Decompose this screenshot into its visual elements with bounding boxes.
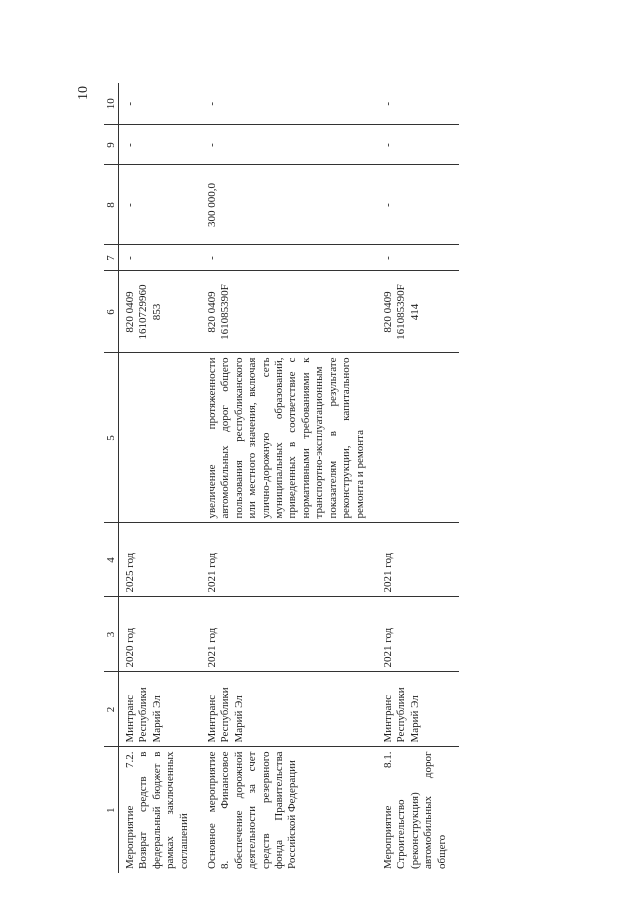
header-row: [104, 83, 119, 873]
budget-code-cell: 820 0409 1610729960 853: [119, 271, 202, 353]
budget-code-cell: 820 0409 161085390F: [201, 271, 377, 353]
program-table: [104, 83, 459, 873]
amount-cell: 300 000,0: [201, 165, 377, 245]
header-cell: 3: [104, 597, 119, 672]
start-year-cell: 2021 год: [201, 597, 377, 672]
amount-cell: -: [119, 245, 202, 271]
table-row: [377, 83, 459, 873]
measure-cell: Мероприятие 8.1. Строительство (реконструкция) автомобильных дорог общего: [381, 751, 448, 869]
result-cell: [119, 353, 202, 523]
header-cell: 7: [104, 245, 119, 271]
header-cell: 4: [104, 523, 119, 597]
executor-cell: Минтранс Республики Марий Эл: [201, 672, 377, 747]
header-cell: 1: [104, 747, 119, 873]
header-cell: 10: [104, 83, 119, 125]
header-cell: 9: [104, 125, 119, 165]
amount-cell: -: [119, 125, 202, 165]
header-cell: 8: [104, 165, 119, 245]
budget-code-cell: 820 0409 161085390F 414: [377, 271, 459, 353]
amount-cell: -: [201, 83, 377, 125]
start-year-cell: 2020 год: [119, 597, 202, 672]
amount-cell: -: [119, 165, 202, 245]
result-cell: увеличение протяженности автомобильных дорог общего пользования республиканского или местного значения, включая улично-дорожную сеть муниципальных образований, приведенных в соответствие с нормативными требованиями к транспортно-эксплуатационным показателям в результате реконструкции, капитального ремонта и ремонта: [201, 353, 377, 523]
amount-cell: -: [377, 165, 459, 245]
table-row: [201, 83, 377, 873]
amount-cell: -: [377, 83, 459, 125]
measure-cell: Основное мероприятие 8. Финансовое обеспечение дорожной деятельности за счет средств резервного фонда Правительства Российской Федерации: [206, 751, 299, 869]
table-row: [119, 83, 202, 873]
header-cell: 2: [104, 672, 119, 747]
result-cell: [377, 353, 459, 523]
start-year-cell: 2021 год: [377, 597, 459, 672]
amount-cell: -: [377, 245, 459, 271]
header-cell: 5: [104, 353, 119, 523]
executor-cell: Минтранс Республики Марий Эл: [119, 672, 202, 747]
amount-cell: -: [377, 125, 459, 165]
header-cell: 6: [104, 271, 119, 353]
measure-cell: Мероприятие 7.2. Возврат средств в федеральный бюджет в рамках заключенных соглашений: [124, 751, 190, 869]
amount-cell: -: [201, 125, 377, 165]
page-number: 10: [76, 86, 91, 100]
amount-cell: -: [119, 83, 202, 125]
amount-cell: -: [201, 245, 377, 271]
executor-cell: Минтранс Республики Марий Эл: [377, 672, 459, 747]
end-year-cell: 2021 год: [201, 523, 377, 597]
end-year-cell: 2021 год: [377, 523, 459, 597]
end-year-cell: 2025 год: [119, 523, 202, 597]
